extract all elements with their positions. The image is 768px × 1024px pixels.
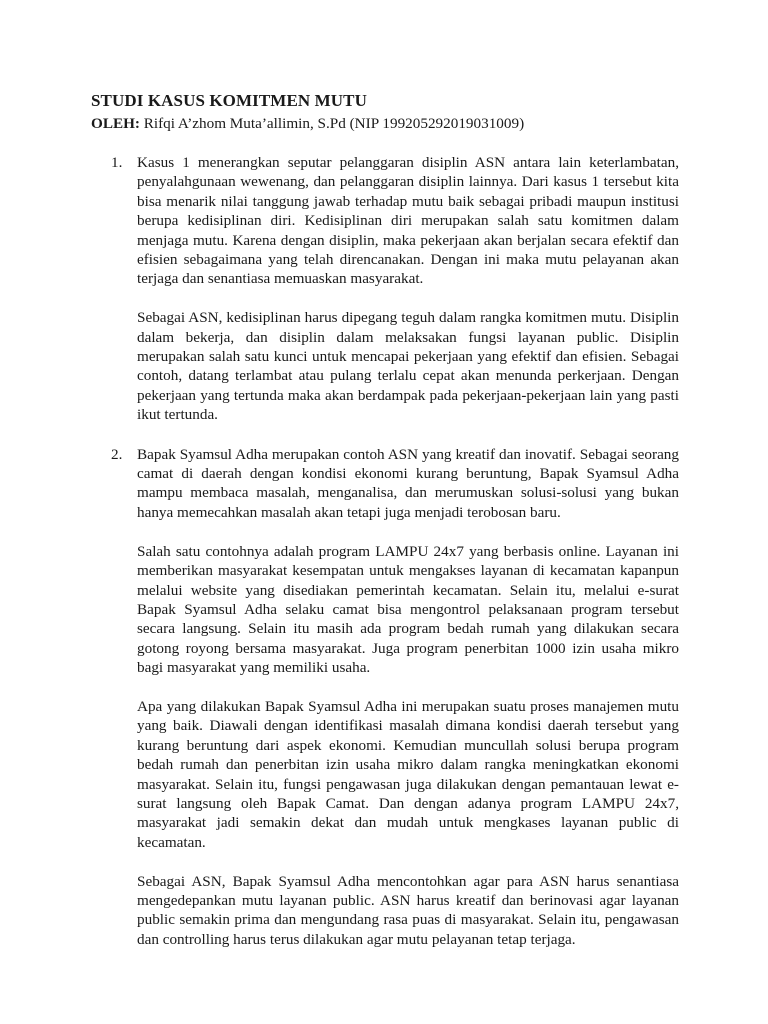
list-number: 2. bbox=[111, 445, 123, 463]
document-title: STUDI KASUS KOMITMEN MUTU bbox=[91, 91, 367, 110]
author-line bbox=[91, 115, 524, 133]
paragraph: Salah satu contohnya adalah program LAMPU 24x7 yang berbasis online. Layanan ini memberikan masyarakat kesempatan untuk mengakses layanan di kecamatan kapanpun melalui website yang disediakan pemerintah kecamatan. Selain itu, melalui e-surat Bapak Syamsul Adha selaku camat bisa mengontrol pelaksanaan program tersebut secara langsung. Selain itu masih ada program bedah rumah yang dilakukan secara gotong royong bersama masyarakat. Juga program penerbitan 1000 izin usaha mikro bagi masyarakat yang memiliki usaha. bbox=[137, 542, 679, 677]
list-number: 1. bbox=[111, 154, 123, 171]
case-item-2 bbox=[0, 445, 679, 950]
case-list bbox=[0, 153, 768, 949]
paragraph: Apa yang dilakukan Bapak Syamsul Adha ini merupakan suatu proses manajemen mutu yang baik. Diawali dengan identifikasi masalah dimana kondisi daerah tersebut yang kurang beruntung dari aspek ekonomi. Kemudian muncullah solusi berupa program bedah rumah dan penerbitan izin usaha mikro dalam rangka meningkatkan ekonomi masyarakat. Selain itu, fungsi pengawasan juga dilakukan dengan pemantauan lewat e-surat langsung oleh Bapak Camat. Dan dengan adanya program LAMPU 24x7, masyarakat jadi semakin dekat dan mudah untuk mengkases layanan public di kecamatan. bbox=[137, 697, 679, 851]
author-value: Rifqi A’zhom Muta’allimin, S.Pd (NIP 199205292019031009) bbox=[143, 115, 525, 132]
paragraph: Sebagai ASN, Bapak Syamsul Adha mencontohkan agar para ASN harus senantiasa mengedepankan mutu layanan public. ASN harus kreatif dan berinovasi agar layanan public semakin prima dan mengundang rasa puas di masyarakat. Selain itu, pengawasan dan controlling harus terus dilakukan agar mutu pelayanan tetap terjaga. bbox=[137, 872, 679, 948]
paragraph: Bapak Syamsul Adha merupakan contoh ASN yang kreatif dan inovatif. Sebagai seorang camat di daerah dengan kondisi ekonomi kurang beruntung, Bapak Syamsul Adha mampu membaca masalah, menganalisa, dan merumuskan solusi-solusi yang bukan hanya memecahkan masalah akan tetapi juga menjadi terobosan baru. bbox=[137, 445, 679, 521]
paragraph: Sebagai ASN, kedisiplinan harus dipegang teguh dalam rangka komitmen mutu. Disiplin dalam bekerja, dan disiplin dalam melaksakan fungsi layanan public. Disiplin merupakan salah satu kunci untuk mencapai pekerjaan yang efektif dan efisien. Sebagai contoh, datang terlambat atau pulang terlalu cepat akan menunda perkerjaan. Dengan pekerjaan yang tertunda maka akan berdampak pada pekerjaan-pekerjaan lain yang pasti ikut tertunda. bbox=[137, 309, 679, 424]
author-label: OLEH: bbox=[91, 115, 140, 132]
case-item-1 bbox=[0, 153, 679, 425]
paragraph: Kasus 1 menerangkan seputar pelanggaran disiplin ASN antara lain keterlambatan, penyalahgunaan wewenang, dan pelanggaran disiplin lainnya. Dari kasus 1 tersebut kita bisa menarik nilai tanggung jawab terhadap mutu baik sebagai pribadi maupun institusi berupa kedisiplinan diri. Kedisiplinan diri merupakan salah satu komitmen dalam menjaga mutu. Karena dengan disiplin, maka pekerjaan akan berjalan secara efektif dan efisien sebagaimana yang telah direncanakan. Dengan ini maka mutu pelayanan akan terjaga dan senantiasa memuaskan masyarakat. bbox=[137, 154, 679, 288]
